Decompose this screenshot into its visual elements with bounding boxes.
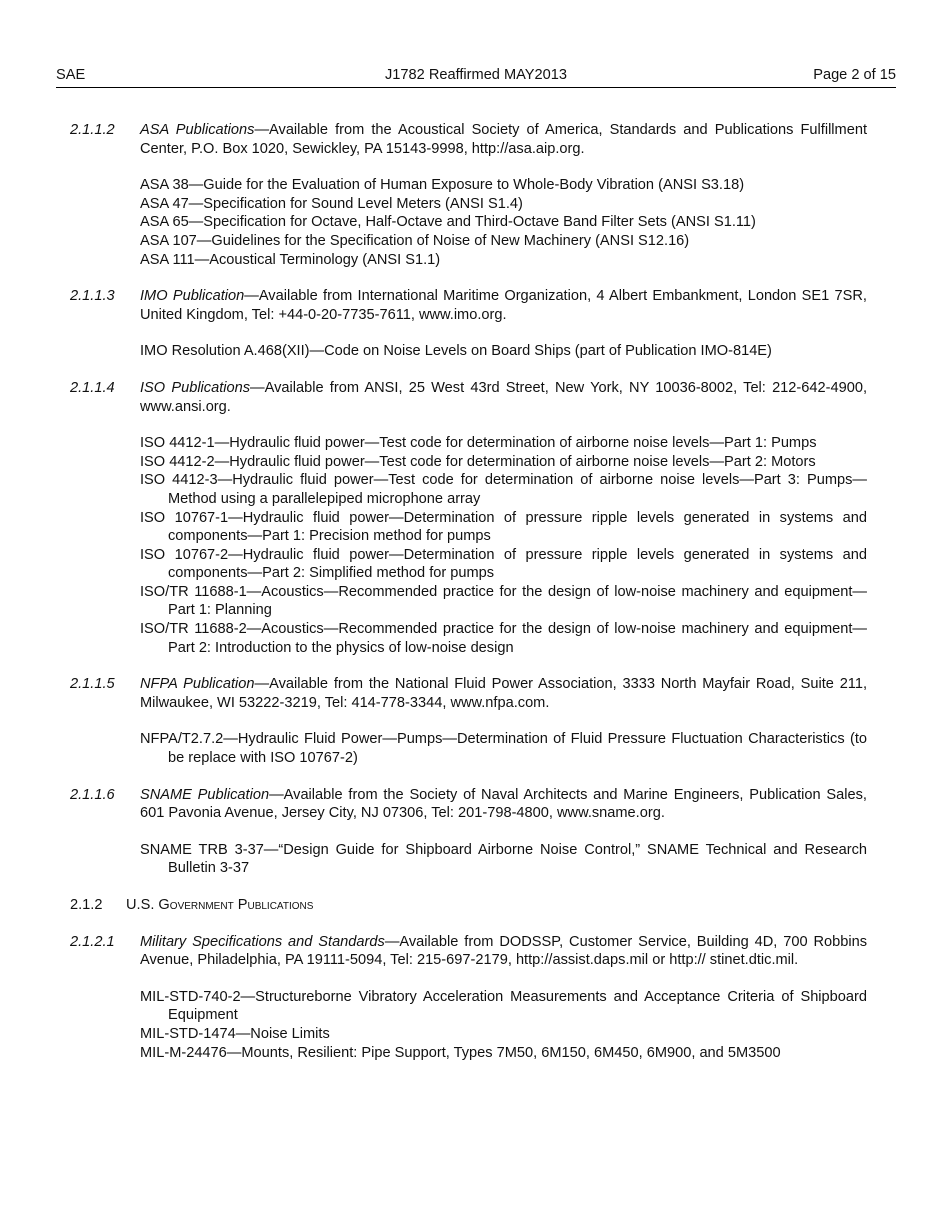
section-number: 2.1.1.6 (70, 786, 115, 803)
section-number: 2.1.1.5 (70, 676, 115, 693)
section-title: SNAME Publication (140, 786, 270, 803)
reference-item: NFPA/T2.7.2—Hydraulic Fluid Power—Pumps—Determination of Fluid Pressure Fluctuation Characteristics (to be replace with ISO 10767-2) (140, 731, 867, 767)
reference-list-asa (140, 176, 867, 269)
section-paragraph (140, 379, 867, 416)
page-header (56, 66, 896, 88)
section-text: —Available from the Acoustical Society of America, Standards and Publications Fulfillment Center, P.O. Box 1020, Sewickley, PA 15143-9998, http://asa.aip.org. (140, 122, 867, 157)
section-text: —Available from International Maritime Organization, 4 Albert Embankment, London SE1 7SR, United Kingdom, Tel: +44-0-20-7735-7611, www.imo.org. (140, 288, 867, 323)
reference-list-iso (140, 434, 867, 657)
reference-item: MIL-M-24476—Mounts, Resilient: Pipe Support, Types 7M50, 6M150, 6M450, 6M900, and 5M3500 (140, 1044, 781, 1061)
section-2-1-1-6 (70, 786, 867, 823)
section-title: ASA Publications (140, 122, 255, 138)
reference-item: ISO 4412-1—Hydraulic fluid power—Test code for determination of airborne noise levels—Part 1: Pumps (140, 435, 817, 452)
reference-item: ISO 10767-2—Hydraulic fluid power—Determination of pressure ripple levels generated in systems and components—Part 2: Simplified method for pumps (140, 546, 867, 582)
document-body (70, 121, 867, 1080)
reference-item: ASA 65—Specification for Octave, Half-Octave and Third-Octave Band Filter Sets (ANSI S1.11) (140, 214, 756, 231)
section-paragraph (140, 786, 867, 823)
reference-item: ASA 47—Specification for Sound Level Meters (ANSI S1.4) (140, 195, 523, 212)
section-number: 2.1.2 (70, 897, 103, 913)
reference-item: ASA 111—Acoustical Terminology (ANSI S1.1) (140, 251, 441, 268)
section-paragraph (140, 287, 867, 324)
reference-list-imo (140, 342, 867, 361)
reference-item: MIL-STD-1474—Noise Limits (140, 1025, 330, 1042)
section-2-1-1-4 (70, 379, 867, 416)
section-paragraph (140, 121, 867, 158)
reference-list-sname (140, 841, 867, 878)
section-2-1-1-3 (70, 287, 867, 324)
section-2-1-1-5 (70, 675, 867, 712)
section-title: NFPA Publication (140, 676, 255, 693)
section-text: —Available from ANSI, 25 West 43rd Street, New York, NY 10036-8002, Tel: 212-642-4900, www.ansi.org. (140, 379, 868, 415)
section-number: 2.1.1.4 (70, 379, 115, 396)
header-page-number: Page 2 of 15 (813, 67, 896, 83)
header-doc-id: J1782 Reaffirmed MAY2013 (385, 67, 567, 83)
section-text: —Available from the Society of Naval Architects and Marine Engineers, Publication Sales, 601 Pavonia Avenue, Jersey City, NJ 07306, Tel: 201-798-4800, www.sname.org. (140, 786, 867, 822)
section-number: 2.1.2.1 (70, 933, 115, 950)
section-title: Military Specifications and Standards (140, 933, 385, 950)
section-2-1-2 (70, 896, 867, 915)
section-2-1-1-2 (70, 121, 867, 158)
reference-list-nfpa (140, 730, 867, 767)
section-title: ISO Publications (140, 379, 251, 396)
reference-item: SNAME TRB 3-37—“Design Guide for Shipboard Airborne Noise Control,” SNAME Technical and Research Bulletin 3-37 (140, 841, 867, 877)
section-paragraph (140, 933, 867, 970)
reference-item: ISO 4412-3—Hydraulic fluid power—Test code for determination of airborne noise levels—Part 3: Pumps—Method using a parallelepiped microphone array (140, 472, 867, 507)
reference-list-military (140, 988, 867, 1062)
reference-item: IMO Resolution A.468(XII)—Code on Noise Levels on Board Ships (part of Publication IMO-814E) (140, 343, 772, 360)
section-paragraph (140, 675, 867, 712)
reference-item: ASA 38—Guide for the Evaluation of Human Exposure to Whole-Body Vibration (ANSI S3.18) (140, 177, 745, 194)
header-org: SAE (56, 67, 86, 83)
reference-item: ISO/TR 11688-1—Acoustics—Recommended practice for the design of low-noise machinery and equipment—Part 1: Planning (140, 583, 867, 619)
reference-item: ASA 107—Guidelines for the Specification of Noise of New Machinery (ANSI S12.16) (140, 232, 690, 249)
section-text: —Available from DODSSP, Customer Service, Building 4D, 700 Robbins Avenue, Philadelphia, PA 19111-5094, Tel: 215-697-2179, http://assist.daps.mil or http:// stinet.dtic.mil. (140, 933, 868, 969)
section-2-1-2-1 (70, 933, 867, 970)
reference-item: ISO 10767-1—Hydraulic fluid power—Determination of pressure ripple levels generated in systems and components—Part 1: Precision method for pumps (140, 509, 867, 545)
section-heading: U.S. Government Publications (126, 897, 314, 913)
section-text: —Available from the National Fluid Power Association, 3333 North Mayfair Road, Suite 211, Milwaukee, WI 53222-3219, Tel: 414-778-3344, www.nfpa.com. (140, 676, 868, 711)
reference-item: ISO 4412-2—Hydraulic fluid power—Test code for determination of airborne noise levels—Part 2: Motors (140, 453, 816, 470)
reference-item: ISO/TR 11688-2—Acoustics—Recommended practice for the design of low-noise machinery and equipment—Part 2: Introduction to the physics of low-noise design (140, 621, 867, 656)
section-number: 2.1.1.3 (70, 288, 115, 305)
section-title: IMO Publication (140, 288, 245, 305)
reference-item: MIL-STD-740-2—Structureborne Vibratory Acceleration Measurements and Acceptance Criteria of Shipboard Equipment (140, 988, 867, 1024)
section-number: 2.1.1.2 (70, 122, 115, 138)
